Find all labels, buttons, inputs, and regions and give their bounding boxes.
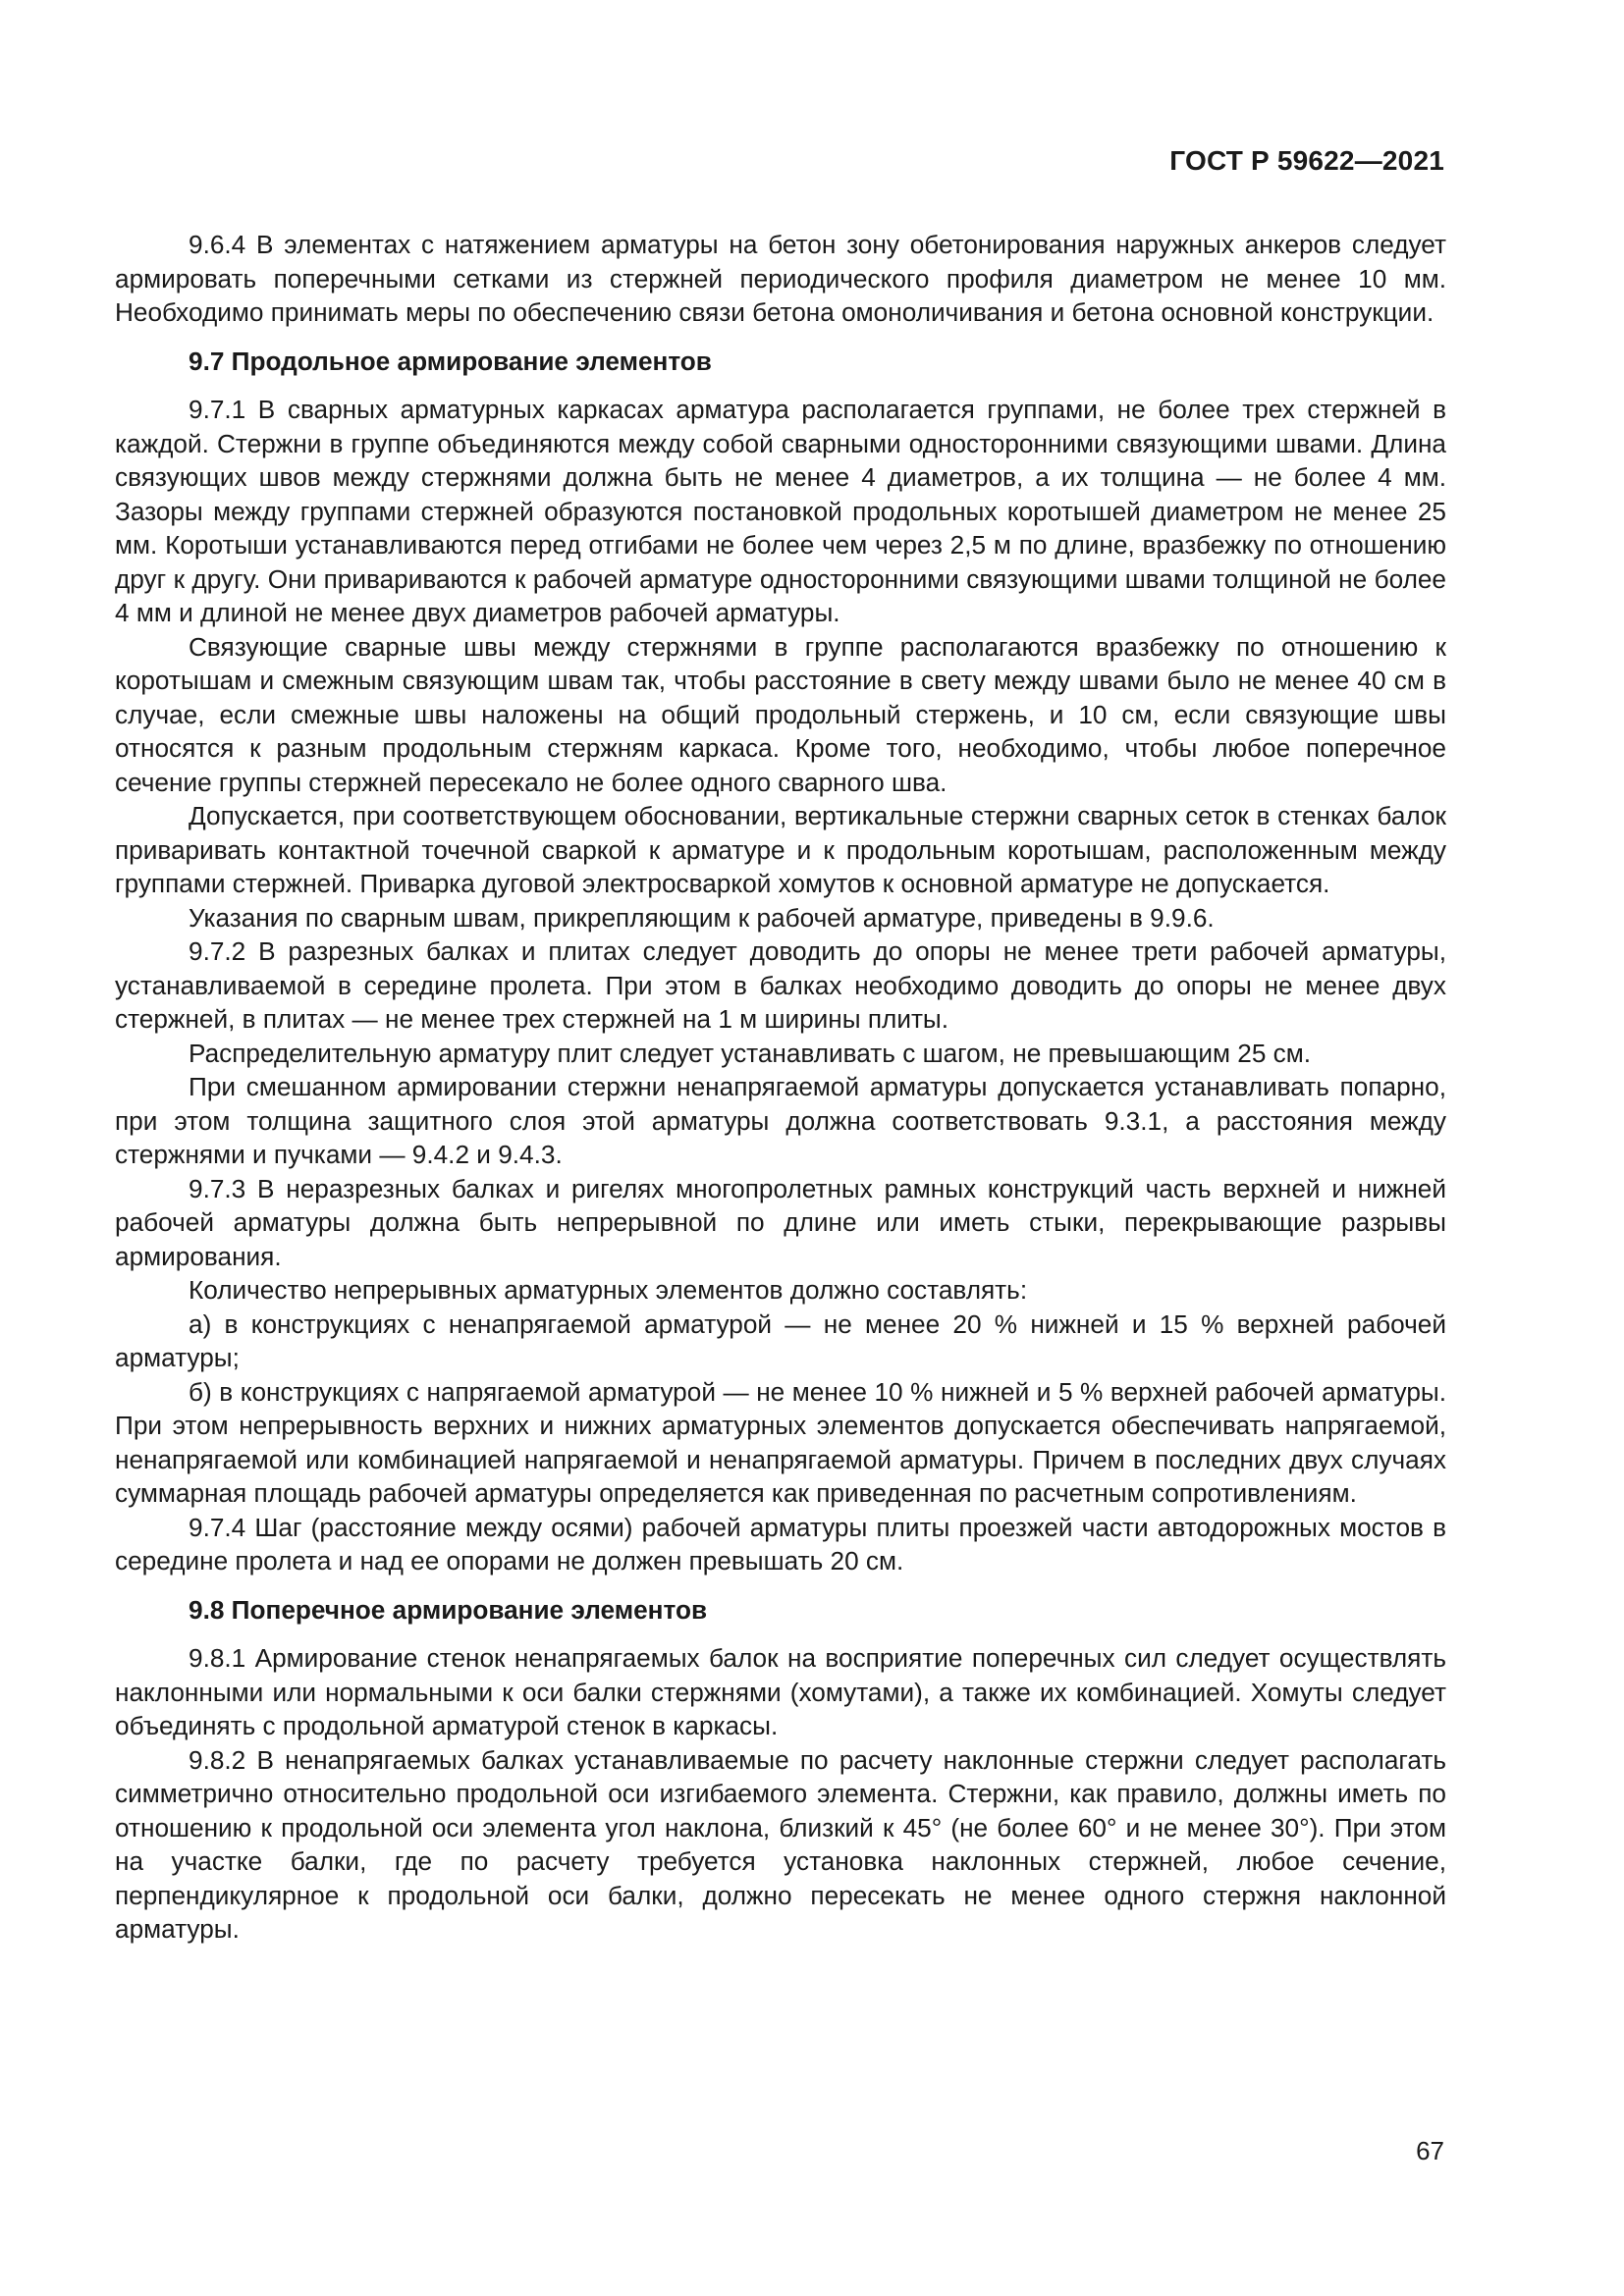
standard-code-header: ГОСТ Р 59622—2021 (1169, 145, 1444, 176)
section-heading-9-8: 9.8 Поперечное армирование элементов (189, 1594, 708, 1625)
list-item-b: б) в конструкциях с напрягаемой арматурой — не менее 10 % нижней и 5 % верхней рабочей арматуры. При этом непрерывность верхних и нижних арматурных элементов допускается обеспечивать напрягаемой, ненапрягаемой или комбинацией напрягаемой и ненапрягаемой арматуры. Причем в последних двух случаях суммарная площадь рабочей арматуры определяется как приведенная по расчетным сопротивлениям. (115, 1376, 1446, 1508)
paragraph-distribution: Распределительную арматуру плит следует устанавливать с шагом, не превышающим 25 см. (189, 1038, 1312, 1068)
page-number: 67 (1416, 2136, 1444, 2165)
paragraph-9-8-2: 9.8.2 В ненапрягаемых балках устанавливаемые по расчету наклонные стержни следует располагать симметрично относительно продольной оси изгибаемого элемента. Стержни, как правило, должны иметь по отношению к продольной оси элемента угол наклона, близкий к 45° (не более 60° и не менее 30°). При этом на участке балки, где по расчету требуется установка наклонных стержней, любое сечение, перпендикулярное к продольной оси балки, должно пересекать не менее одного стержня наклонной арматуры. (115, 1744, 1446, 1944)
paragraph-9-6-4: 9.6.4 В элементах с натяжением арматуры на бетон зону обетонирования наружных анкеров следует армировать поперечными сетками из стержней периодического профиля диаметром не менее 10 мм. Необходимо принимать меры по обеспечению связи бетона омоноличивания и бетона основной конструкции. (115, 230, 1446, 327)
list-item-a: а) в конструкциях с ненапрягаемой арматурой — не менее 20 % нижней и 15 % верхней рабочей арматуры; (115, 1308, 1446, 1372)
section-heading-9-7: 9.7 Продольное армирование элементов (189, 346, 712, 376)
paragraph-instructions: Указания по сварным швам, прикрепляющим к рабочей арматуре, приведены в 9.9.6. (189, 902, 1215, 933)
paragraph-9-7-1: 9.7.1 В сварных арматурных каркасах арматура располагается группами, не более трех стержней в каждой. Стержни в группе объединяются между собой сварными односторонними связующими швами. Длина связующих швов между стержнями должна быть не менее 4 диаметров, а их толщина — не более 4 мм. Зазоры между группами стержней образуются постановкой продольных коротышей диаметром не менее 25 мм. Коротыши устанавливаются перед отгибами не более чем через 2,5 м по длине, вразбежку по отношению друг к другу. Они привариваются к рабочей арматуре односторонними связующими швами толщиной не более 4 мм и длиной не менее двух диаметров рабочей арматуры. (115, 395, 1446, 627)
paragraph-allowed: Допускается, при соответствующем обосновании, вертикальные стержни сварных сеток в стенках балок приваривать контактной точечной сваркой к арматуре и к продольным коротышам, расположенным между группами стержней. Приварка дуговой электросваркой хомутов к основной арматуре не допускается. (115, 801, 1446, 898)
paragraph-9-7-4: 9.7.4 Шаг (расстояние между осями) рабочей арматуры плиты проезжей части автодорожных мостов в середине пролета и над ее опорами не должен превышать 20 см. (115, 1512, 1446, 1575)
paragraph-9-7-2: 9.7.2 В разрезных балках и плитах следует доводить до опоры не менее трети рабочей арматуры, устанавливаемой в середине пролета. При этом в балках необходимо доводить до опоры не менее двух стержней, в плитах — не менее трех стержней на 1 м ширины плиты. (115, 936, 1446, 1034)
paragraph-mixed: При смешанном армировании стержни ненапрягаемой арматуры допускается устанавливать попарно, при этом толщина защитного слоя этой арматуры должна соответствовать 9.3.1, а расстояния между стержнями и пучками — 9.4.2 и 9.4.3. (115, 1072, 1446, 1169)
paragraph-welds-offset: Связующие сварные швы между стержнями в группе располагаются вразбежку по отношению к коротышам и смежным связующим швам так, чтобы расстояние в свету между швами было не менее 40 см в случае, если смежные швы наложены на общий продольный стержень, и 10 см, если связующие швы относятся к разным продольным стержням каркаса. Кроме того, необходимо, чтобы любое поперечное сечение группы стержней пересекало не более одного сварного шва. (115, 631, 1446, 797)
paragraph-quantity: Количество непрерывных арматурных элементов должно составлять: (189, 1275, 1028, 1305)
paragraph-9-7-3: 9.7.3 В неразрезных балках и ригелях многопролетных рамных конструкций часть верхней и нижней рабочей арматуры должна быть непрерывной по длине или иметь стыки, перекрывающие разрывы армирования. (115, 1173, 1446, 1271)
document-body (115, 228, 1446, 1947)
paragraph-9-8-1: 9.8.1 Армирование стенок ненапрягаемых балок на восприятие поперечных сил следует осуществлять наклонными или нормальными к оси балки стержнями (хомутами), а также их комбинацией. Хомуты следует объединять с продольной арматурой стенок в каркасы. (115, 1643, 1446, 1740)
